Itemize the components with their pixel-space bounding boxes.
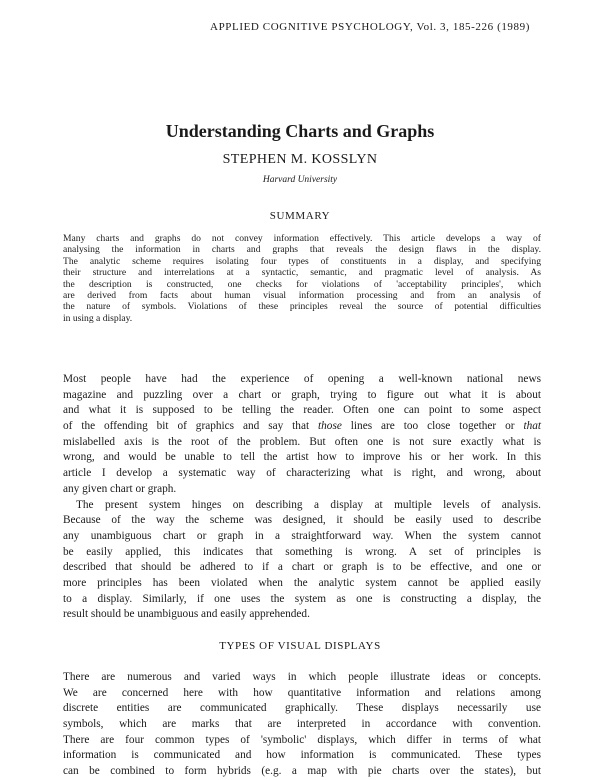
body-text: of the offending bit of graphics and say that: [63, 420, 319, 433]
abstract: [63, 233, 541, 324]
abstract-line: The analytic scheme requires isolating four types of constituents in a display, and specifying: [63, 255, 541, 267]
body-text: lines are too close together or: [341, 420, 524, 433]
body-line: Because of the way the scheme was designed, it should be easily used to describe: [63, 514, 541, 527]
body-line: and what it is supposed to be telling the reader. Often one can point to some aspect: [63, 404, 541, 417]
body-line: result should be unambiguous and easily apprehended.: [63, 608, 310, 621]
body-line: article I develop a systematic way of characterizing what is right, and wrong, about: [63, 467, 541, 480]
body-line: more principles has been violated when the analytic system cannot be applied easily: [63, 576, 541, 589]
body-line: We are concerned here with how quantitative information and relations among: [63, 686, 541, 699]
body-line: The present system hinges on describing a display at multiple levels of analysis.: [76, 498, 541, 511]
article-title: Understanding Charts and Graphs: [165, 121, 435, 141]
author-name: STEPHEN M. KOSSLYN: [222, 152, 378, 167]
body-line: There are numerous and varied ways in which people illustrate ideas or concepts.: [63, 671, 541, 683]
body-line: [63, 419, 541, 435]
body-line: any unambiguous chart or graph in a straightforward way. When the system cannot: [63, 529, 541, 542]
body-line: can be combined to form hybrids (e.g. a map with pie charts over the states), but: [63, 765, 541, 778]
abstract-line: the nature of symbols. Violations of these principles reveal the source of potential difficulties: [63, 301, 541, 313]
abstract-line: analysing the information in charts and graphs that reveals the design flaws in the display.: [63, 244, 541, 256]
introduction-text: [63, 372, 541, 623]
body-line: magazine and puzzling over a chart or graph, trying to figure out what it is about: [63, 388, 541, 401]
body-line: described that should be adhered to if a chart or graph is to be effective, and one or: [63, 561, 541, 574]
abstract-line: in using a display.: [63, 312, 133, 324]
body-line: to a display. Similarly, if one uses the system as one is constructing a display, the: [63, 592, 541, 605]
body-line: wrong, and would be unable to tell the artist how to improve his or her work. In this: [63, 451, 541, 464]
section-text: [63, 670, 541, 780]
abstract-line: their structure and interrelations at a syntactic, semantic, and pragmatic level of analysis. As: [63, 267, 541, 279]
summary-heading: SUMMARY: [269, 210, 331, 222]
author-affiliation: Harvard University: [262, 175, 338, 185]
running-head: APPLIED COGNITIVE PSYCHOLOGY, Vol. 3, 185-226 (1989): [210, 21, 530, 33]
emphasis-text: those: [318, 420, 342, 433]
body-line: any given chart or graph.: [63, 482, 177, 495]
body-line: information is communicated and how information is communicated. These types: [63, 749, 541, 762]
body-line: Most people have had the experience of opening a well-known national news: [63, 373, 541, 385]
body-line: discrete entities are communicated graphically. These displays necessarily use: [63, 702, 541, 715]
body-line: be easily applied, this indicates that something is wrong. A set of principles is: [63, 545, 541, 558]
body-line: mislabelled axis is the root of the problem. But often one is not sure exactly what is: [63, 435, 541, 448]
emphasis-text: that: [523, 420, 542, 433]
body-line: symbols, which are marks that are interpreted in accordance with convention.: [63, 718, 541, 731]
body-line: There are four common types of 'symbolic' displays, which differ in terms of what: [63, 733, 541, 746]
abstract-line: the description is constructed, one checks for violations of 'acceptability principles', which: [63, 278, 541, 290]
abstract-line: are derived from facts about human visual information processing and from an analysis of: [63, 289, 541, 301]
abstract-line: Many charts and graphs do not convey information effectively. This article develops a way of: [63, 233, 541, 244]
section-heading: TYPES OF VISUAL DISPLAYS: [219, 640, 381, 652]
